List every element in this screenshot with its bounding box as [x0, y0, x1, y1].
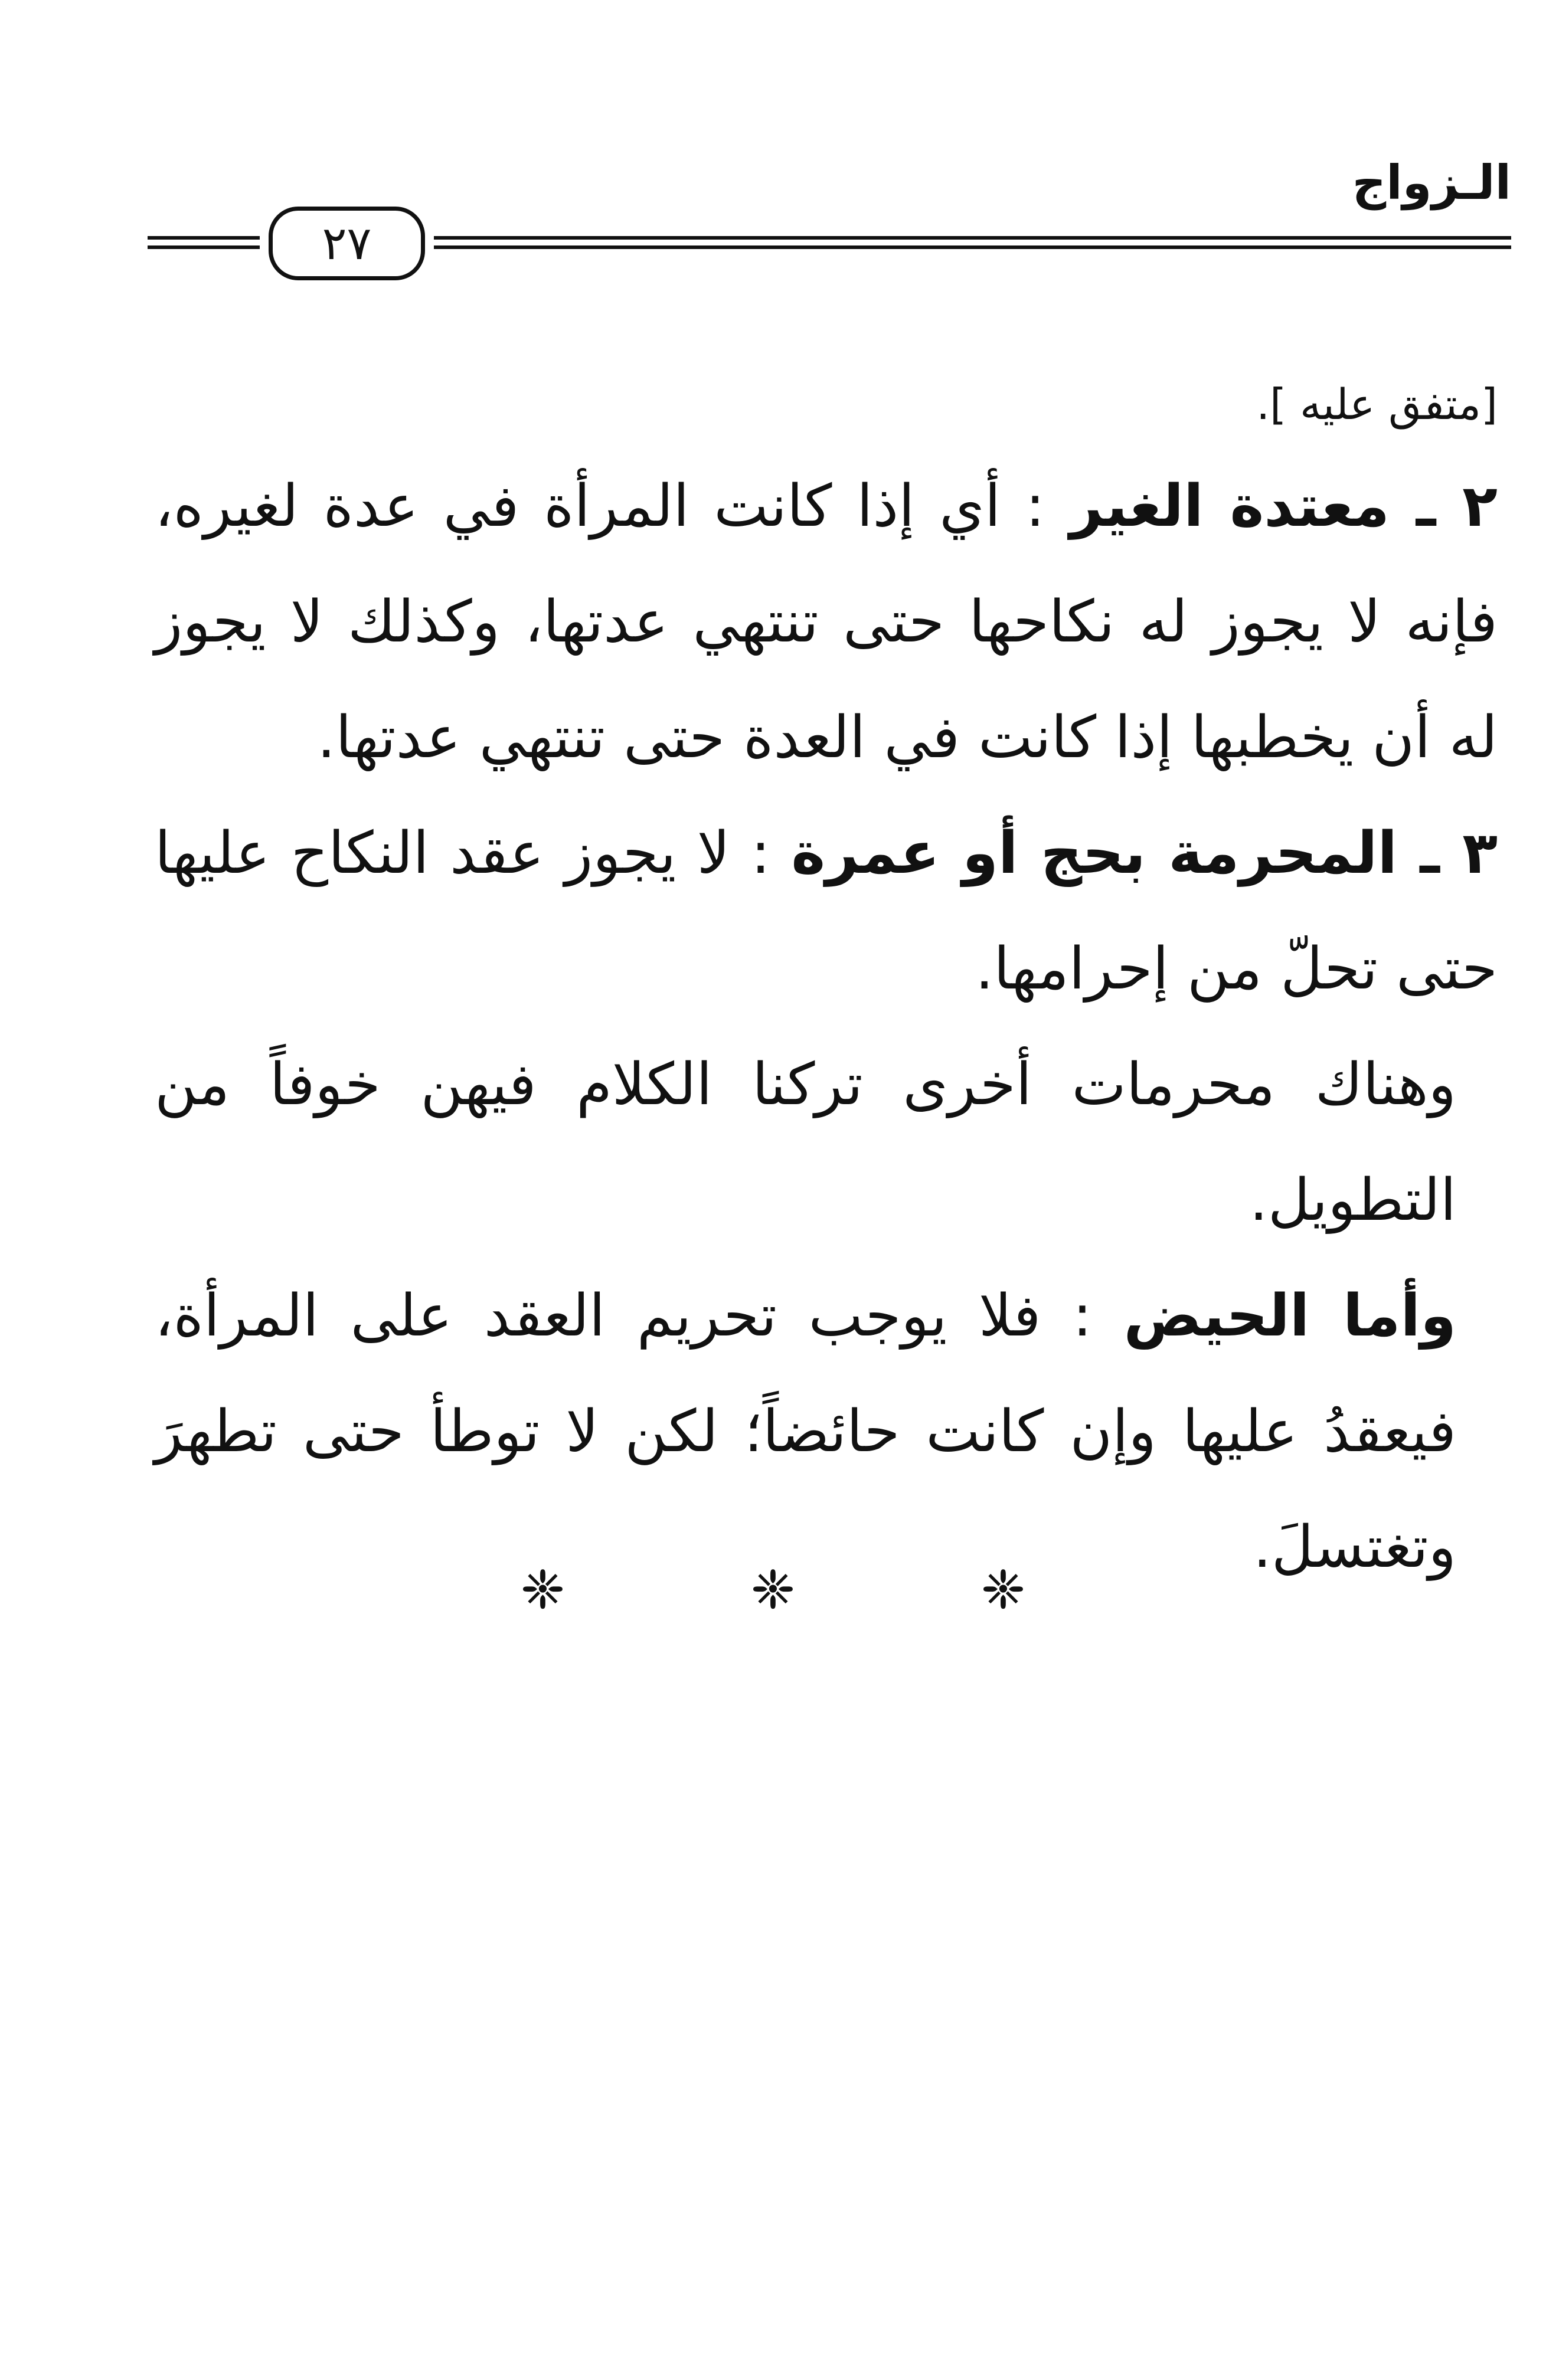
section-separator: [0, 1558, 1546, 1623]
page-number-frame: [269, 207, 425, 280]
separator-asterisk-icon: ❈: [520, 1559, 566, 1621]
menstruation-label: وأما الحيض: [1123, 1282, 1456, 1350]
header-rule-right: [434, 236, 1511, 240]
menstruation-text: : فلا يوجب تحريم العقد على المرأة، فيعقدُ عليها وإن كانت حائضاً؛ لكن لا توطأ حتى تطهرَ وتغتسلَ.: [155, 1282, 1456, 1581]
header-rule-left: [148, 236, 260, 240]
item-2-label: ٢ ـ معتدة الغير: [1070, 473, 1498, 540]
citation: [متفق عليه ].: [1256, 379, 1498, 429]
item-2-text: : أي إذا كانت المرأة في عدة لغيره، فإنه لا يجوز له نكاحها حتى تنتهي عدتها، وكذلك لا يجوز له أن يخطبها إذا كانت في العدة حتى تنتهي عدتها.: [155, 473, 1498, 771]
item-3-text: : لا يجوز عقد النكاح عليها حتى تحلّ من إحرامها.: [155, 820, 1498, 1003]
page-header: [148, 148, 1511, 277]
separator-asterisk-icon: ❈: [750, 1559, 796, 1621]
other-prohibitions-paragraph: وهناك محرمات أخرى تركنا الكلام فيهن خوفاً من التطويل.: [155, 1051, 1456, 1234]
body-text: [155, 360, 1498, 1605]
running-title: الـزواج: [1352, 155, 1511, 210]
item-3-label: ٣ ـ المحرمة بحج أو عمرة: [791, 820, 1498, 887]
separator-asterisk-icon: ❈: [980, 1559, 1026, 1621]
item-3-paragraph: [155, 795, 1498, 1027]
page-number: ٢٧: [322, 217, 372, 270]
item-2-paragraph: [155, 448, 1498, 795]
menstruation-paragraph: [155, 1258, 1498, 1605]
